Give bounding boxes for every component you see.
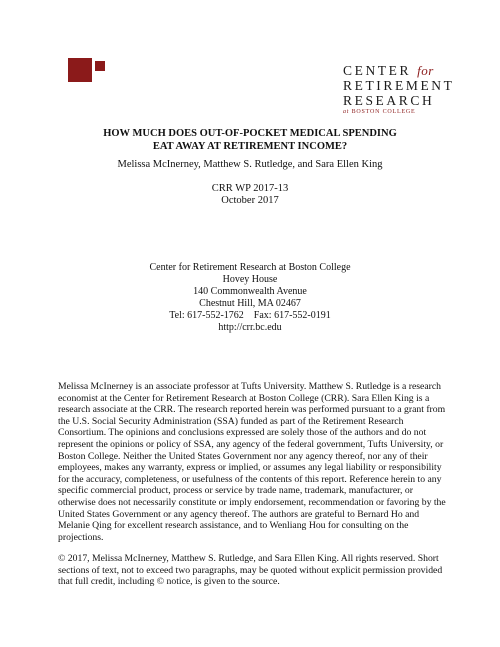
address-org: Center for Retirement Research at Boston College (149, 262, 351, 273)
logo-square-small (95, 61, 105, 71)
address-phone-fax: Tel: 617-552-1762 Fax: 617-552-0191 (169, 310, 331, 321)
copyright-paragraph: © 2017, Melissa McInerney, Matthew S. Rutledge, and Sara Ellen King. All rights reserved. Short sections of text, not to exceed two paragraphs, may be quoted without explicit permission provided that full credit, including © notice, is given to the source. (58, 553, 443, 588)
address-url: http://crr.bc.edu (218, 322, 282, 333)
title-line-2: EAT AWAY AT RETIREMENT INCOME? (152, 141, 348, 152)
crr-logo (343, 63, 455, 115)
address-street: 140 Commonwealth Avenue (193, 286, 307, 297)
author-bio-paragraph: Melissa McInerney is an associate professor at Tufts University. Matthew S. Rutledge is a research economist at the Center for Retirement Research at Boston College (CRR). Sara Ellen King is a research associate at the CRR. The research reported herein was performed pursuant to a grant from the U.S. Social Security Administration (SSA) funded as part of the Retirement Research Consortium. The opinions and conclusions expressed are solely those of the authors and do not represent the opinions or policy of SSA, any agency of the federal government, Tufts University, or Boston College. Neither the United States Government nor any agency thereof, nor any of their employees, makes any warranty, express or implied, or assumes any legal liability or responsibility for the accuracy, completeness, or usefulness of the contents of this report. Reference herein to any specific commercial product, process or service by trade name, trademark, manufacturer, or otherwise does not necessarily constitute or imply endorsement, recommendation or favoring by the United States Government or any agency thereof. The authors are grateful to Bernard Ho and Melanie Qing for excellent research assistance, and to Wenliang Hou for consulting on the projections. (58, 381, 446, 543)
logo-line-research: RESEARCH (343, 93, 435, 108)
logo-subline: at BOSTON COLLEGE (343, 109, 416, 115)
author-list: Melissa McInerney, Matthew S. Rutledge, and Sara Ellen King (117, 159, 383, 170)
logo-line-center: CENTER for (343, 63, 434, 78)
logo-line-retirement: RETIREMENT (343, 78, 455, 93)
working-paper-info (0, 183, 500, 207)
logo-square-large (68, 58, 92, 82)
address-city: Chestnut Hill, MA 02467 (199, 298, 301, 309)
working-paper-number: CRR WP 2017-13 (211, 183, 289, 194)
working-paper-date: October 2017 (221, 195, 279, 206)
address-building: Hovey House (222, 274, 278, 285)
address-block (0, 262, 500, 334)
paper-title (0, 127, 500, 153)
title-line-1: HOW MUCH DOES OUT-OF-POCKET MEDICAL SPENDING (103, 128, 397, 139)
